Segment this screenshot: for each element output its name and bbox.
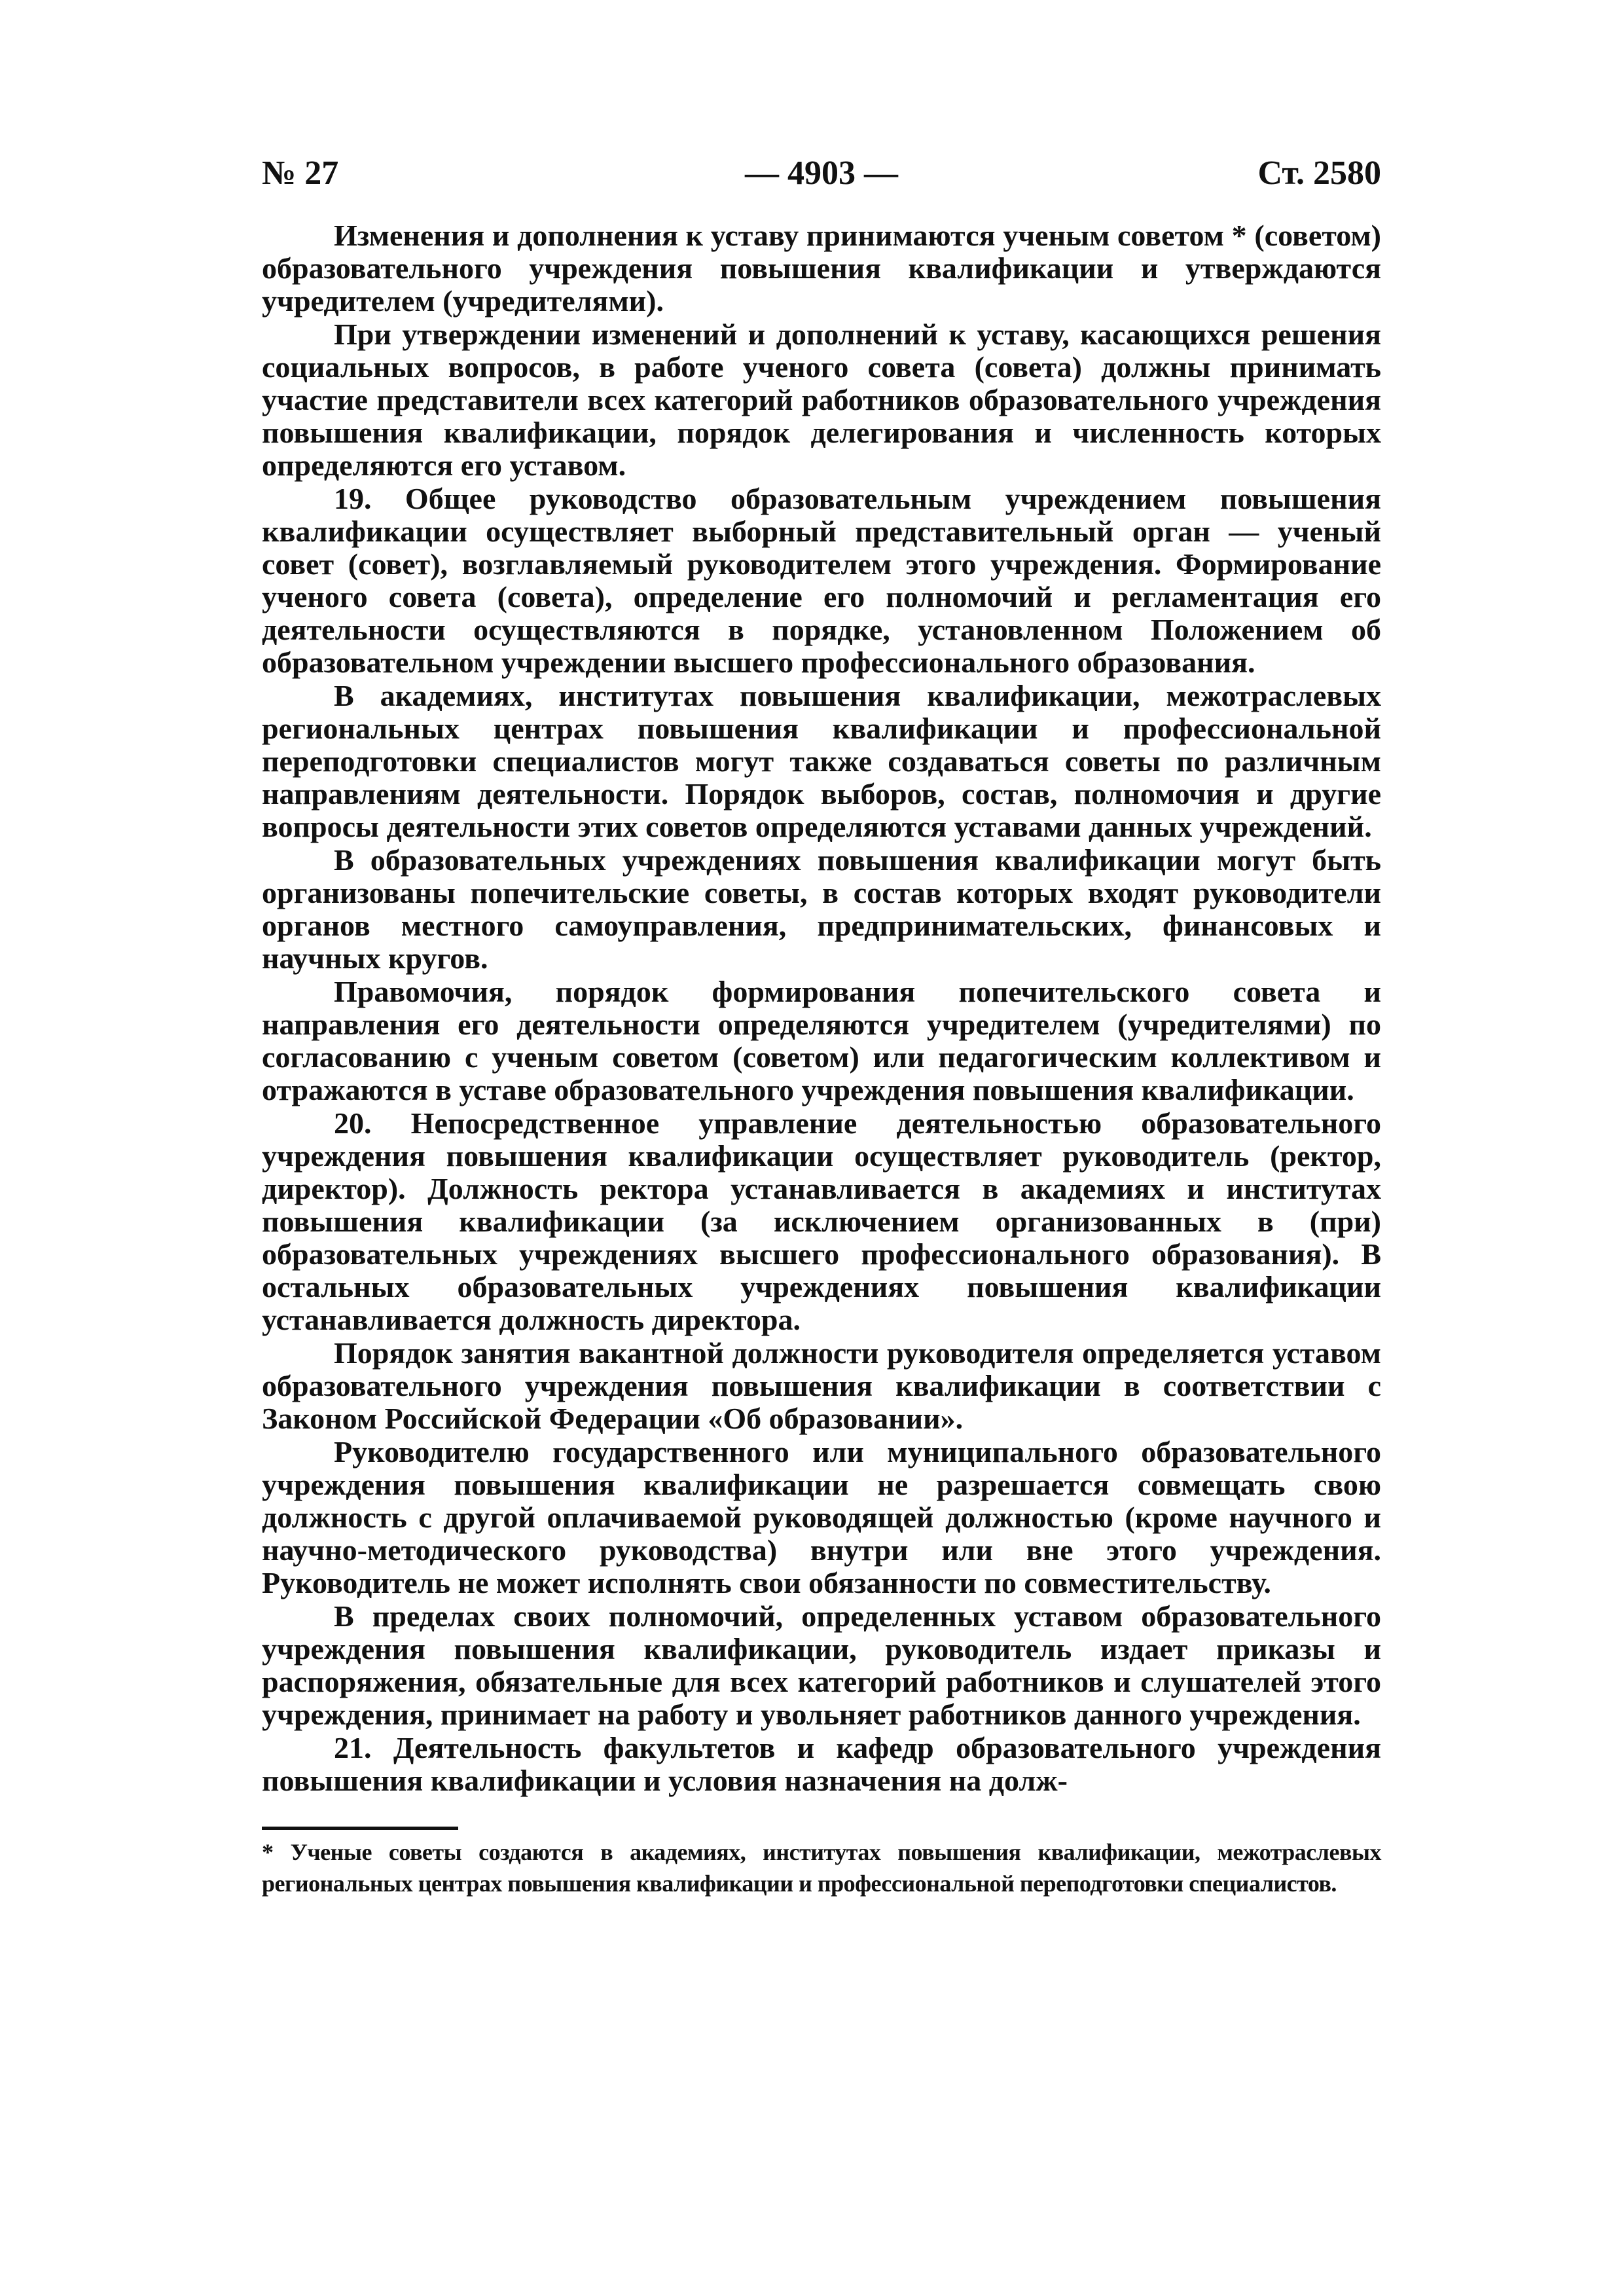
paragraph: 19. Общее руководство образовательным учреждением повышения квалификации осуществляет выборный представительный орган — ученый совет (совет), возглавляемый руководителем этого учреждения. Формирование ученого совета (совета), определение его полномочий и регламентация его деятельности осуществляются в порядке, установленном Положением об образовательном учреждении высшего профессионального образования. — [262, 482, 1381, 679]
document-page — [262, 141, 1381, 1899]
paragraph: В образовательных учреждениях повышения квалификации могут быть организованы попечительские советы, в состав которых входят руководители органов местного самоуправления, предпринимательских, финансовых и научных кругов. — [262, 843, 1381, 975]
paragraph: При утверждении изменений и дополнений к уставу, касающихся решения социальных вопросов, в работе ученого совета (совета) должны принимать участие представители всех категорий работников образовательного учреждения повышения квалификации, порядок делегирования и численность которых определяются его уставом. — [262, 318, 1381, 482]
footnote-divider — [262, 1827, 458, 1830]
paragraph: Изменения и дополнения к уставу принимаются ученым советом * (советом) образовательного учреждения повышения квалификации и утверждаются учредителем (учредителями). — [262, 219, 1381, 318]
paragraph: В академиях, институтах повышения квалификации, межотраслевых региональных центрах повышения квалификации и профессиональной переподготовки специалистов могут также создаваться советы по различным направлениям деятельности. Порядок выборов, состав, полномочия и другие вопросы деятельности этих советов определяются уставами данных учреждений. — [262, 679, 1381, 843]
page-number: — 4903 — — [745, 155, 898, 192]
body-text — [262, 219, 1381, 1797]
paragraph: Порядок занятия вакантной должности руководителя определяется уставом образовательного учреждения повышения квалификации в соответствии с Законом Российской Федерации «Об образовании». — [262, 1336, 1381, 1435]
paragraph: 20. Непосредственное управление деятельностью образовательного учреждения повышения квалификации осуществляет руководитель (ректор, директор). Должность ректора устанавливается в академиях и институтах повышения квалификации (за исключением организованных в (при) образовательных учреждениях высшего профессионального образования). В остальных образовательных учреждениях повышения квалификации устанавливается должность директора. — [262, 1106, 1381, 1336]
issue-number: № 27 — [262, 155, 339, 192]
paragraph: Правомочия, порядок формирования попечительского совета и направления его деятельности определяются учредителем (учредителями) по согласованию с ученым советом (советом) или педагогическим коллективом и отражаются в уставе образовательного учреждения повышения квалификации. — [262, 975, 1381, 1106]
paragraph: В пределах своих полномочий, определенных уставом образовательного учреждения повышения квалификации, руководитель издает приказы и распоряжения, обязательные для всех категорий работников и слушателей этого учреждения, принимает на работу и увольняет работников данного учреждения. — [262, 1599, 1381, 1731]
page-header — [262, 141, 1381, 200]
paragraph: 21. Деятельность факультетов и кафедр образовательного учреждения повышения квалификации и условия назначения на долж- — [262, 1731, 1381, 1797]
footnote: * Ученые советы создаются в академиях, институтах повышения квалификации, межотраслевых региональных центрах повышения квалификации и профессиональной переподготовки специалистов. — [262, 1839, 1381, 1897]
paragraph: Руководителю государственного или муниципального образовательного учреждения повышения квалификации не разрешается совмещать свою должность с другой оплачиваемой руководящей должностью (кроме научного и научно-методического руководства) внутри или вне этого учреждения. Руководитель не может исполнять свои обязанности по совместительству. — [262, 1435, 1381, 1599]
article-number: Ст. 2580 — [1257, 155, 1381, 192]
